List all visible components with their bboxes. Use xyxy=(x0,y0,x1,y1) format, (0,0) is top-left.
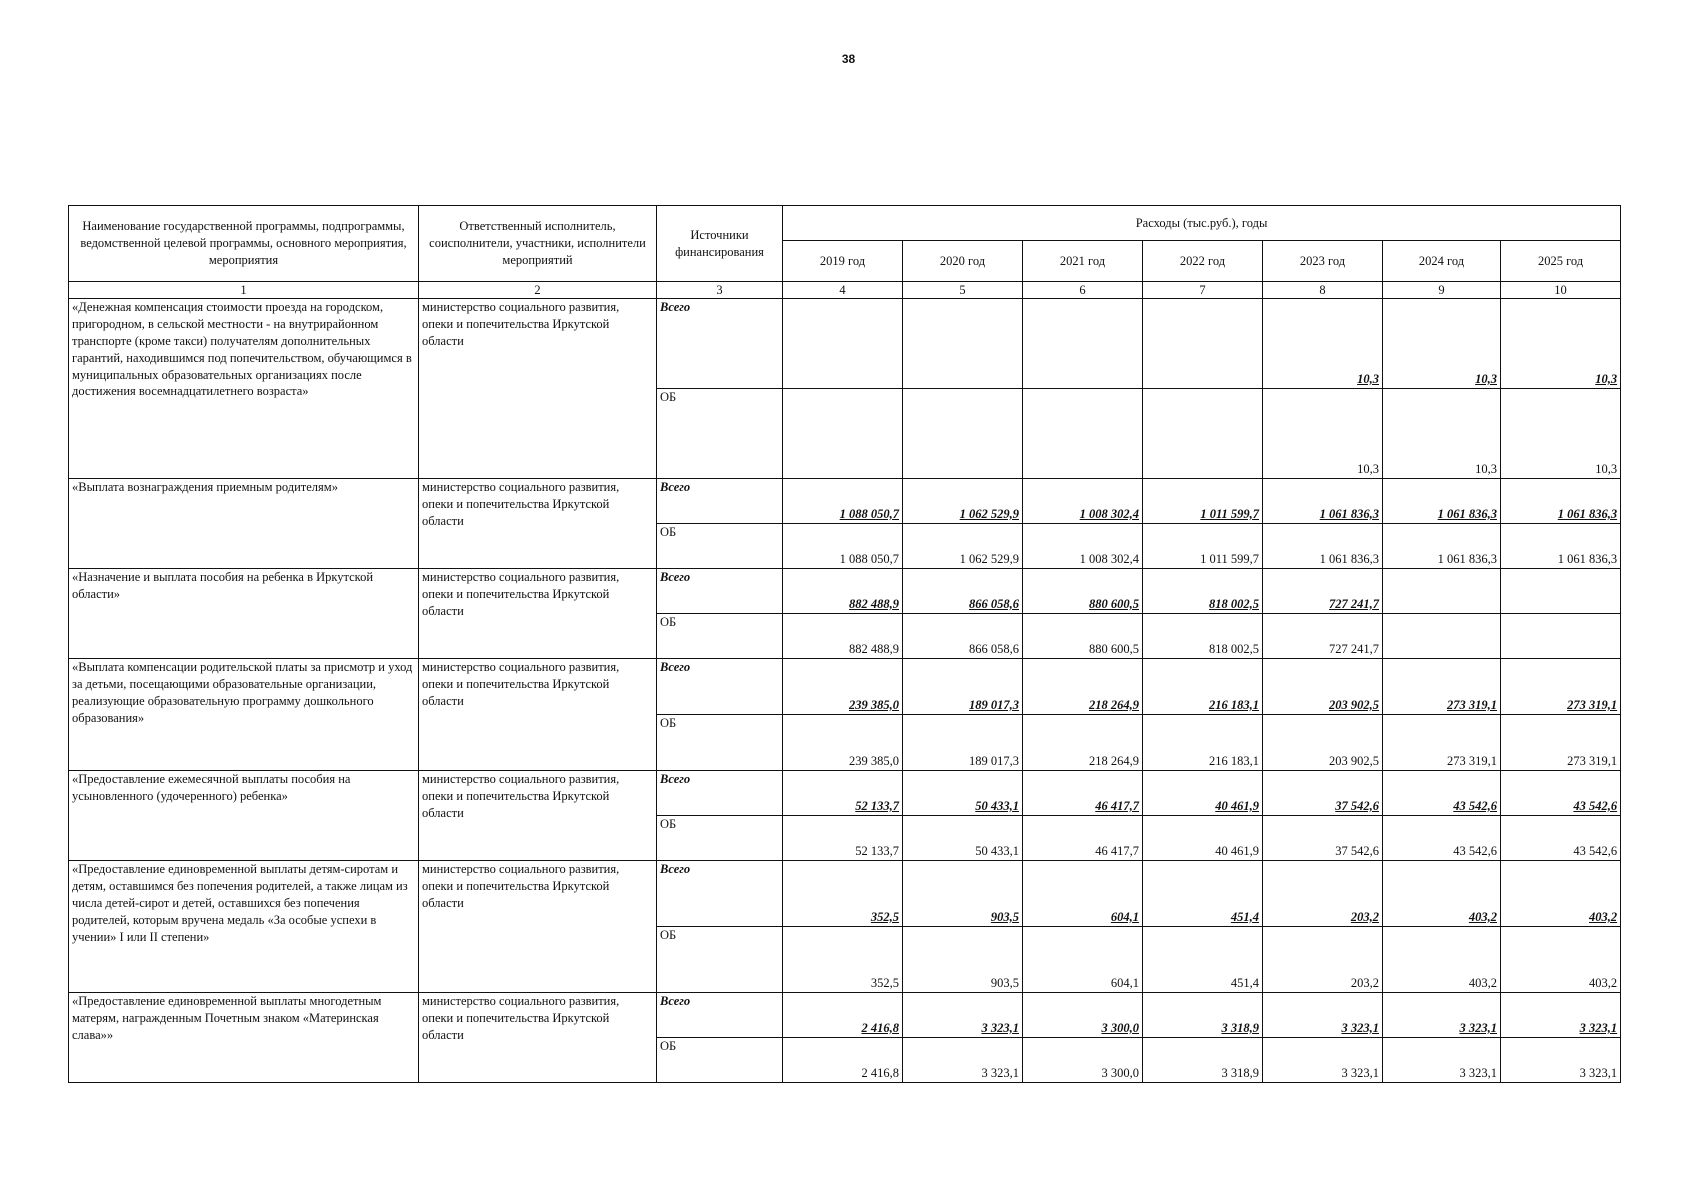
header-executor: Ответственный исполнитель, соисполнители, участники, исполнители мероприятий xyxy=(419,206,657,282)
program-name: «Выплата компенсации родительской платы за присмотр и уход за детьми, посещающими образовательные организации, реализующие образовательную программу дошкольного образования» xyxy=(69,659,419,771)
total-value: 189 017,3 xyxy=(903,659,1023,715)
ob-value: 46 417,7 xyxy=(1023,816,1143,861)
total-value xyxy=(783,299,903,389)
ob-value: 604,1 xyxy=(1023,927,1143,993)
ob-value: 3 323,1 xyxy=(1383,1038,1501,1083)
total-value: 882 488,9 xyxy=(783,569,903,614)
ob-value: 37 542,6 xyxy=(1263,816,1383,861)
total-value: 1 061 836,3 xyxy=(1501,479,1621,524)
column-number: 5 xyxy=(903,282,1023,299)
source-ob-label: ОБ xyxy=(657,614,783,659)
total-value: 239 385,0 xyxy=(783,659,903,715)
header-name: Наименование государственной программы, подпрограммы, ведомственной целевой программы, основного мероприятия, мероприятия xyxy=(69,206,419,282)
total-value: 818 002,5 xyxy=(1143,569,1263,614)
column-number: 1 xyxy=(69,282,419,299)
total-value: 218 264,9 xyxy=(1023,659,1143,715)
source-total-label: Всего xyxy=(657,569,783,614)
total-value: 1 062 529,9 xyxy=(903,479,1023,524)
ob-value: 352,5 xyxy=(783,927,903,993)
table-row-total xyxy=(69,993,1621,1038)
total-value: 50 433,1 xyxy=(903,771,1023,816)
ob-value: 3 323,1 xyxy=(1263,1038,1383,1083)
ob-value: 3 300,0 xyxy=(1023,1038,1143,1083)
header-year: 2022 год xyxy=(1143,241,1263,282)
column-number: 10 xyxy=(1501,282,1621,299)
source-total-label: Всего xyxy=(657,861,783,927)
ob-value: 451,4 xyxy=(1143,927,1263,993)
ob-value: 1 088 050,7 xyxy=(783,524,903,569)
total-value: 352,5 xyxy=(783,861,903,927)
ob-value: 3 323,1 xyxy=(1501,1038,1621,1083)
ob-value: 880 600,5 xyxy=(1023,614,1143,659)
total-value: 203,2 xyxy=(1263,861,1383,927)
ob-value: 1 061 836,3 xyxy=(1383,524,1501,569)
table-header xyxy=(69,206,1621,299)
ob-value: 10,3 xyxy=(1383,389,1501,479)
source-ob-label: ОБ xyxy=(657,715,783,771)
column-number: 2 xyxy=(419,282,657,299)
total-value: 203 902,5 xyxy=(1263,659,1383,715)
total-value: 273 319,1 xyxy=(1501,659,1621,715)
ob-value xyxy=(783,389,903,479)
ob-value: 189 017,3 xyxy=(903,715,1023,771)
total-value: 10,3 xyxy=(1501,299,1621,389)
total-value: 10,3 xyxy=(1383,299,1501,389)
source-total-label: Всего xyxy=(657,993,783,1038)
total-value: 3 323,1 xyxy=(1501,993,1621,1038)
table-row-total xyxy=(69,861,1621,927)
ob-value xyxy=(1383,614,1501,659)
column-number: 6 xyxy=(1023,282,1143,299)
source-total-label: Всего xyxy=(657,479,783,524)
total-value: 216 183,1 xyxy=(1143,659,1263,715)
total-value: 3 323,1 xyxy=(903,993,1023,1038)
total-value: 43 542,6 xyxy=(1501,771,1621,816)
total-value: 451,4 xyxy=(1143,861,1263,927)
total-value: 403,2 xyxy=(1383,861,1501,927)
column-number: 9 xyxy=(1383,282,1501,299)
total-value: 403,2 xyxy=(1501,861,1621,927)
column-number: 4 xyxy=(783,282,903,299)
ob-value: 3 323,1 xyxy=(903,1038,1023,1083)
ob-value: 1 008 302,4 xyxy=(1023,524,1143,569)
ob-value: 882 488,9 xyxy=(783,614,903,659)
ob-value: 866 058,6 xyxy=(903,614,1023,659)
ob-value: 818 002,5 xyxy=(1143,614,1263,659)
total-value: 46 417,7 xyxy=(1023,771,1143,816)
total-value: 40 461,9 xyxy=(1143,771,1263,816)
total-value: 37 542,6 xyxy=(1263,771,1383,816)
ob-value: 216 183,1 xyxy=(1143,715,1263,771)
source-ob-label: ОБ xyxy=(657,1038,783,1083)
table-row-total xyxy=(69,569,1621,614)
ob-value: 3 318,9 xyxy=(1143,1038,1263,1083)
ob-value: 50 433,1 xyxy=(903,816,1023,861)
executor: министерство социального развития, опеки и попечительства Иркутской области xyxy=(419,659,657,771)
ob-value: 403,2 xyxy=(1383,927,1501,993)
ob-value: 273 319,1 xyxy=(1501,715,1621,771)
ob-value: 1 061 836,3 xyxy=(1263,524,1383,569)
total-value: 52 133,7 xyxy=(783,771,903,816)
executor: министерство социального развития, опеки и попечительства Иркутской области xyxy=(419,299,657,479)
program-name: «Предоставление единовременной выплаты детям-сиротам и детям, оставшимся без попечения родителей, а также лицам из числа детей-сирот и детей, оставшихся без попечения родителей, которым вручена медаль «За особые успехи в учении» I или II степени» xyxy=(69,861,419,993)
total-value: 903,5 xyxy=(903,861,1023,927)
ob-value xyxy=(1501,614,1621,659)
total-value xyxy=(903,299,1023,389)
ob-value: 403,2 xyxy=(1501,927,1621,993)
source-total-label: Всего xyxy=(657,299,783,389)
total-value: 3 323,1 xyxy=(1383,993,1501,1038)
header-year: 2021 год xyxy=(1023,241,1143,282)
total-value xyxy=(1501,569,1621,614)
program-name: «Денежная компенсация стоимости проезда на городском, пригородном, в сельской местности - на внутрирайонном транспорте (кроме такси) получателям дополнительных гарантий, находившимся под попечительством, обучающимся в муниципальных образовательных организациях после достижения восемнадцатилетнего возраста» xyxy=(69,299,419,479)
total-value: 880 600,5 xyxy=(1023,569,1143,614)
total-value: 10,3 xyxy=(1263,299,1383,389)
total-value: 43 542,6 xyxy=(1383,771,1501,816)
ob-value: 203 902,5 xyxy=(1263,715,1383,771)
header-year: 2024 год xyxy=(1383,241,1501,282)
ob-value: 40 461,9 xyxy=(1143,816,1263,861)
ob-value: 239 385,0 xyxy=(783,715,903,771)
header-year: 2020 год xyxy=(903,241,1023,282)
ob-value: 1 061 836,3 xyxy=(1501,524,1621,569)
program-name: «Предоставление единовременной выплаты многодетным матерям, награжденным Почетным знаком «Материнская слава»» xyxy=(69,993,419,1083)
total-value: 604,1 xyxy=(1023,861,1143,927)
total-value xyxy=(1143,299,1263,389)
total-value: 1 061 836,3 xyxy=(1383,479,1501,524)
total-value: 1 088 050,7 xyxy=(783,479,903,524)
executor: министерство социального развития, опеки и попечительства Иркутской области xyxy=(419,771,657,861)
column-number: 3 xyxy=(657,282,783,299)
ob-value: 903,5 xyxy=(903,927,1023,993)
header-expenses: Расходы (тыс.руб.), годы xyxy=(783,206,1621,241)
ob-value xyxy=(903,389,1023,479)
executor: министерство социального развития, опеки и попечительства Иркутской области xyxy=(419,479,657,569)
ob-value: 43 542,6 xyxy=(1383,816,1501,861)
total-value: 727 241,7 xyxy=(1263,569,1383,614)
source-ob-label: ОБ xyxy=(657,927,783,993)
ob-value: 10,3 xyxy=(1501,389,1621,479)
total-value: 1 061 836,3 xyxy=(1263,479,1383,524)
ob-value: 1 062 529,9 xyxy=(903,524,1023,569)
source-total-label: Всего xyxy=(657,771,783,816)
executor: министерство социального развития, опеки и попечительства Иркутской области xyxy=(419,993,657,1083)
total-value: 3 318,9 xyxy=(1143,993,1263,1038)
header-year: 2025 год xyxy=(1501,241,1621,282)
total-value: 1 008 302,4 xyxy=(1023,479,1143,524)
total-value xyxy=(1023,299,1143,389)
column-number: 8 xyxy=(1263,282,1383,299)
total-value: 1 011 599,7 xyxy=(1143,479,1263,524)
ob-value xyxy=(1023,389,1143,479)
ob-value: 203,2 xyxy=(1263,927,1383,993)
source-ob-label: ОБ xyxy=(657,389,783,479)
table-row-total xyxy=(69,659,1621,715)
total-value: 273 319,1 xyxy=(1383,659,1501,715)
executor: министерство социального развития, опеки и попечительства Иркутской области xyxy=(419,569,657,659)
total-value xyxy=(1383,569,1501,614)
source-total-label: Всего xyxy=(657,659,783,715)
program-name: «Выплата вознаграждения приемным родителям» xyxy=(69,479,419,569)
program-name: «Предоставление ежемесячной выплаты пособия на усыновленного (удочеренного) ребенка» xyxy=(69,771,419,861)
ob-value: 273 319,1 xyxy=(1383,715,1501,771)
column-number: 7 xyxy=(1143,282,1263,299)
budget-table xyxy=(68,205,1621,1083)
ob-value: 727 241,7 xyxy=(1263,614,1383,659)
total-value: 866 058,6 xyxy=(903,569,1023,614)
ob-value: 10,3 xyxy=(1263,389,1383,479)
source-ob-label: ОБ xyxy=(657,816,783,861)
ob-value: 2 416,8 xyxy=(783,1038,903,1083)
total-value: 3 300,0 xyxy=(1023,993,1143,1038)
ob-value: 52 133,7 xyxy=(783,816,903,861)
header-source: Источники финансирования xyxy=(657,206,783,282)
program-name: «Назначение и выплата пособия на ребенка в Иркутской области» xyxy=(69,569,419,659)
table-row-total xyxy=(69,299,1621,389)
total-value: 2 416,8 xyxy=(783,993,903,1038)
table-row-total xyxy=(69,479,1621,524)
ob-value: 1 011 599,7 xyxy=(1143,524,1263,569)
ob-value: 43 542,6 xyxy=(1501,816,1621,861)
ob-value xyxy=(1143,389,1263,479)
page-number: 38 xyxy=(841,52,856,66)
table-row-total xyxy=(69,771,1621,816)
total-value: 3 323,1 xyxy=(1263,993,1383,1038)
header-year: 2019 год xyxy=(783,241,903,282)
column-number-row xyxy=(69,282,1621,299)
executor: министерство социального развития, опеки и попечительства Иркутской области xyxy=(419,861,657,993)
header-year: 2023 год xyxy=(1263,241,1383,282)
ob-value: 218 264,9 xyxy=(1023,715,1143,771)
source-ob-label: ОБ xyxy=(657,524,783,569)
table-body xyxy=(69,299,1621,1083)
